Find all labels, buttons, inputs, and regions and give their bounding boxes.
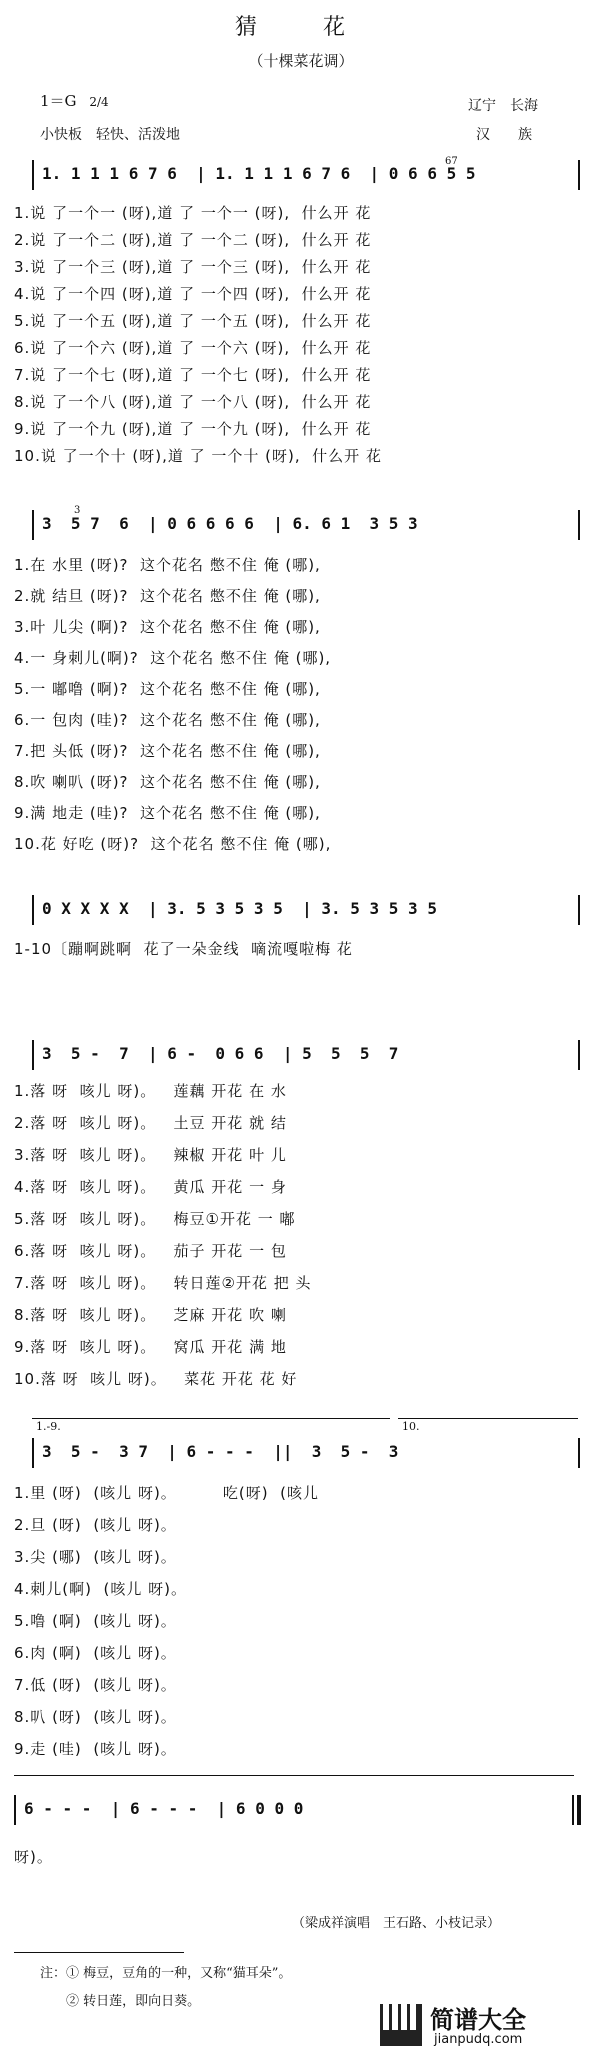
logo-text: 简谱大全: [430, 2006, 526, 2034]
site-logo: [380, 2000, 594, 2050]
lyric-row: 9.走 (哇) (咳儿 呀)。: [14, 1740, 177, 1758]
song-title: 猜 花: [234, 15, 367, 40]
lyric-row: 10.花 好吃 (呀)? 这个花名 憋不住 俺 (哪),: [14, 835, 332, 853]
lyric-row: 3.尖 (哪) (咳儿 呀)。: [14, 1548, 177, 1566]
lyric-row: 5.落 呀 咳儿 呀)。 梅豆①开花 一 嘟: [14, 1210, 296, 1228]
lyric-row: 6.肉 (啊) (咳儿 呀)。: [14, 1644, 177, 1662]
ethnicity-label: 汉 族: [476, 127, 532, 143]
lyric-row: 1.在 水里 (呀)? 这个花名 憋不住 俺 (哪),: [14, 556, 321, 574]
notation-line-5: 3 5 - 3 7 | 6 - - - || 3 5 - 3: [42, 1442, 399, 1461]
notation-line-2: 3 5 7 6 | 0 6 6 6 6 | 6. 6 1 3 5 3: [42, 514, 418, 533]
lyric-row: 5.噜 (啊) (咳儿 呀)。: [14, 1612, 177, 1630]
lyric-row: 4.一 身刺儿(啊)? 这个花名 憋不住 俺 (哪),: [14, 649, 332, 667]
lyric-row: 7.低 (呀) (咳儿 呀)。: [14, 1676, 177, 1694]
lyric-row: 1.里 (呀) (咳儿 呀)。 吃(呀) (咳儿: [14, 1484, 320, 1502]
lyric-row: 9.满 地走 (哇)? 这个花名 憋不住 俺 (哪),: [14, 804, 321, 822]
key-signature: [40, 90, 109, 111]
notation-line-3: 0 X X X X | 3. 5 3 5 3 5 | 3. 5 3 5 3 5: [42, 899, 437, 918]
lyric-row: 5.说 了一个五 (呀),道 了 一个五 (呀), 什么开 花: [14, 312, 372, 330]
lyric-row: 5.一 嘟噜 (啊)? 这个花名 憋不住 俺 (哪),: [14, 680, 321, 698]
lyric-row: 7.把 头低 (呀)? 这个花名 憋不住 俺 (哪),: [14, 742, 321, 760]
grace-note-2: 3: [74, 505, 81, 516]
lyric-row: 10.落 呀 咳儿 呀)。 菜花 开花 花 好: [14, 1370, 298, 1388]
lyric-row: 2.旦 (呀) (咳儿 呀)。: [14, 1516, 177, 1534]
lyric-row: 6.一 包肉 (哇)? 这个花名 憋不住 俺 (哪),: [14, 711, 321, 729]
volta-2-label: 10.: [402, 1420, 420, 1433]
lyric-row: 9.落 呀 咳儿 呀)。 窝瓜 开花 满 地: [14, 1338, 287, 1356]
lyric-row: 8.说 了一个八 (呀),道 了 一个八 (呀), 什么开 花: [14, 393, 372, 411]
lyric-row: 呀)。: [14, 1848, 53, 1866]
grace-note-1: 67: [445, 156, 458, 167]
lyric-row: 3.叶 儿尖 (啊)? 这个花名 憋不住 俺 (哪),: [14, 618, 321, 636]
region-label: 辽宁 长海: [468, 98, 538, 114]
tempo-marking: 小快板 轻快、活泼地: [40, 127, 180, 143]
notation-line-6: 6 - - - | 6 - - - | 6 0 0 0: [24, 1799, 304, 1818]
lyric-row: 6.说 了一个六 (呀),道 了 一个六 (呀), 什么开 花: [14, 339, 372, 357]
lyric-row: 8.吹 喇叭 (呀)? 这个花名 憋不住 俺 (哪),: [14, 773, 321, 791]
performer-credit: （梁成祥演唱 王石路、小枝记录）: [292, 1916, 501, 1931]
lyric-row: 3.说 了一个三 (呀),道 了 一个三 (呀), 什么开 花: [14, 258, 372, 276]
volta-1-label: 1.-9.: [36, 1420, 61, 1433]
footnote-1: 注：① 梅豆，豆角的一种，又称“猫耳朵”。: [40, 1966, 292, 1981]
lyric-row: 1.说 了一个一 (呀),道 了 一个一 (呀), 什么开 花: [14, 204, 372, 222]
footnote-2: ② 转日莲，即向日葵。: [40, 1994, 201, 2009]
lyric-row: 3.落 呀 咳儿 呀)。 辣椒 开花 叶 儿: [14, 1146, 287, 1164]
notation-line-4: 3 5 - 7 | 6 - 0 6 6 | 5 5 5 7: [42, 1044, 399, 1063]
piano-keys-icon: [380, 2004, 422, 2046]
lyric-row: 7.落 呀 咳儿 呀)。 转日莲②开花 把 头: [14, 1274, 312, 1292]
lyric-row: 6.落 呀 咳儿 呀)。 茄子 开花 一 包: [14, 1242, 287, 1260]
lyric-row: 8.落 呀 咳儿 呀)。 芝麻 开花 吹 喇: [14, 1306, 287, 1324]
song-subtitle: （十棵菜花调）: [248, 52, 354, 70]
lyric-row: 7.说 了一个七 (呀),道 了 一个七 (呀), 什么开 花: [14, 366, 372, 384]
logo-url: jianpudq.com: [434, 2032, 523, 2047]
lyric-row: 2.就 结旦 (呀)? 这个花名 憋不住 俺 (哪),: [14, 587, 321, 605]
lyric-row: 9.说 了一个九 (呀),道 了 一个九 (呀), 什么开 花: [14, 420, 372, 438]
lyric-row: 2.落 呀 咳儿 呀)。 土豆 开花 就 结: [14, 1114, 287, 1132]
time-signature: 2/4: [89, 95, 109, 109]
lyric-row: 4.落 呀 咳儿 呀)。 黄瓜 开花 一 身: [14, 1178, 287, 1196]
lyric-row: 8.叭 (呀) (咳儿 呀)。: [14, 1708, 177, 1726]
lyric-row: 1-10〔蹦啊跳啊 花了一朵金线 嘀流嘎啦梅 花: [14, 940, 353, 958]
lyric-row: 4.刺儿(啊) (咳儿 呀)。: [14, 1580, 188, 1598]
lyric-row: 4.说 了一个四 (呀),道 了 一个四 (呀), 什么开 花: [14, 285, 372, 303]
lyric-row: 10.说 了一个十 (呀),道 了 一个十 (呀), 什么开 花: [14, 447, 382, 465]
notation-line-1: 1. 1 1 1 6 7 6 | 1. 1 1 1 6 7 6 | 0 6 6 5 5: [42, 164, 476, 183]
lyric-row: 1.落 呀 咳儿 呀)。 莲藕 开花 在 水: [14, 1082, 287, 1100]
lyric-row: 2.说 了一个二 (呀),道 了 一个二 (呀), 什么开 花: [14, 231, 372, 249]
key-label: 1＝G: [40, 92, 77, 110]
